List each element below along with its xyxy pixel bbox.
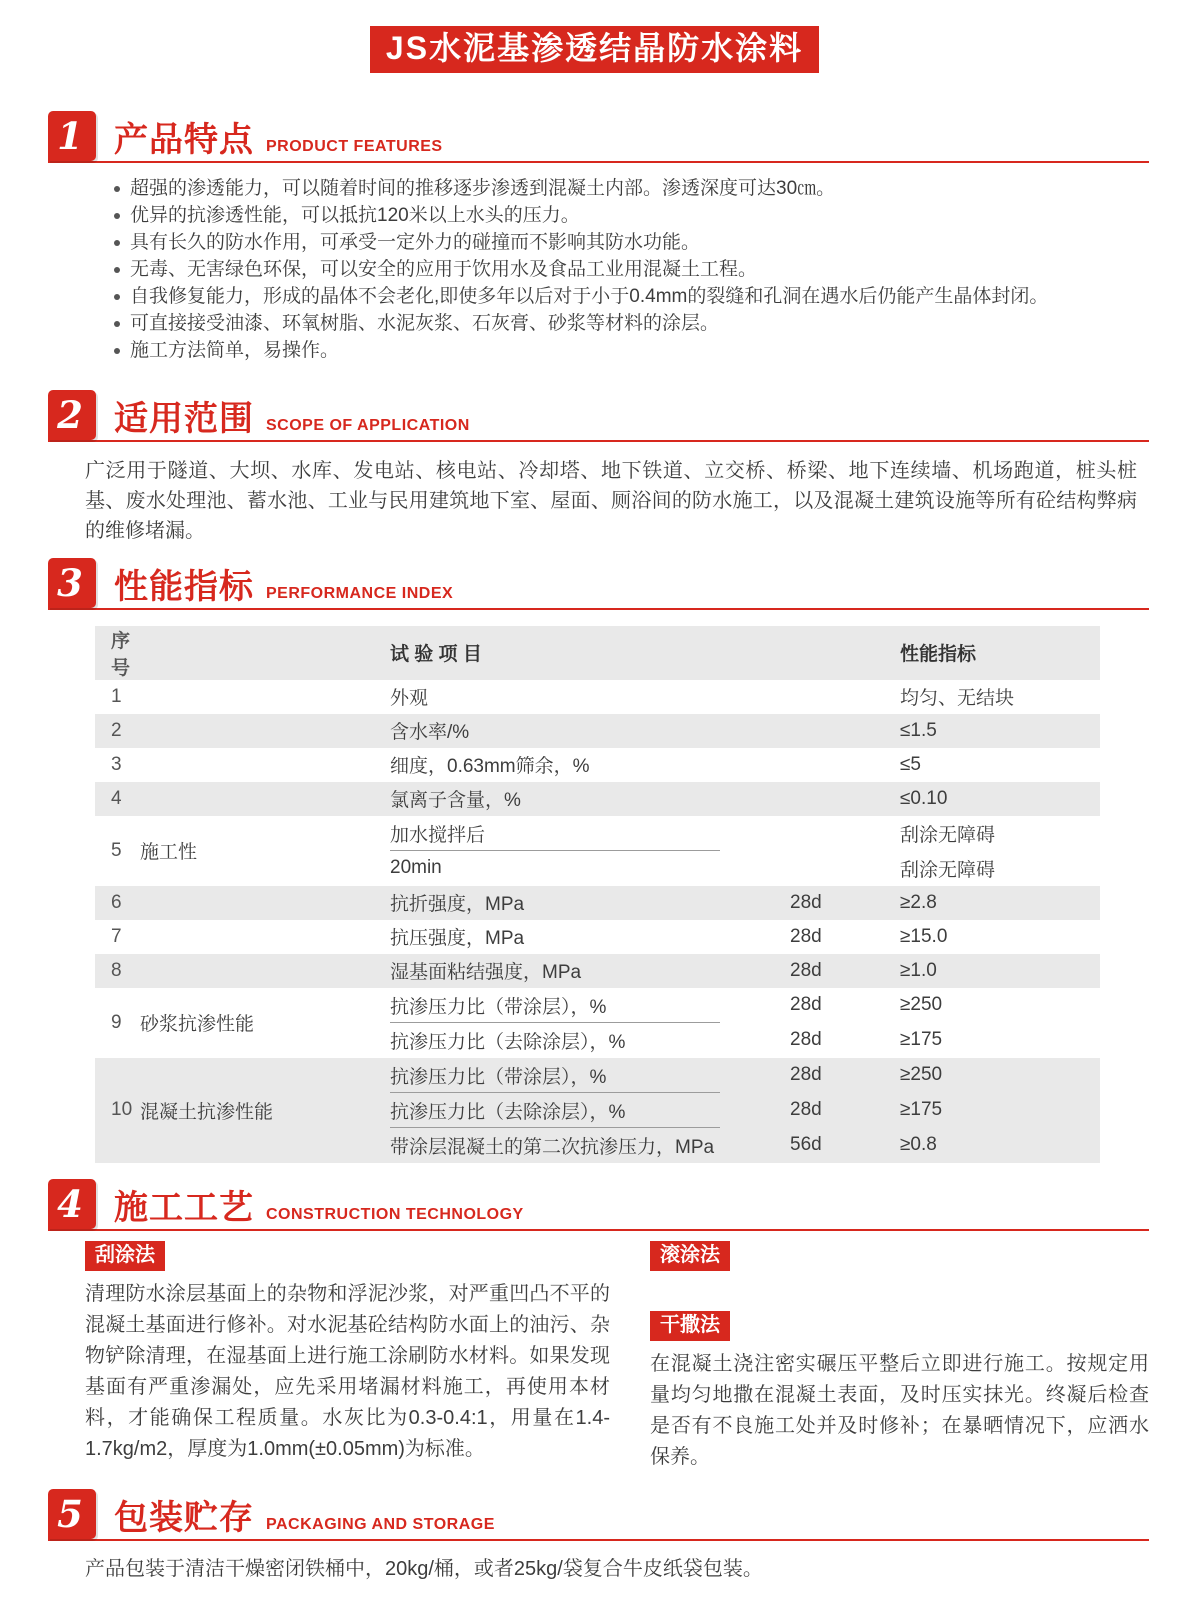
packaging-paragraph: 产品包装于清洁干燥密闭铁桶中，20kg/桶，或者25kg/袋复合牛皮纸袋包装。 [85,1557,763,1580]
section-3-subtitle: PERFORMANCE INDEX [266,584,454,602]
section-4-subtitle: CONSTRUCTION TECHNOLOGY [266,1205,524,1223]
method-scrape-column [85,1241,610,1473]
feature-bullet: 可直接接受油漆、环氧树脂、水泥灰浆、石灰膏、砂浆等材料的涂层。 [112,310,1129,337]
section-2-number-badge: 2 [48,390,96,440]
method-dry-text: 在混凝土浇注密实碾压平整后立即进行施工。按规定用量均匀地撒在混凝土表面，及时压实抹光。终凝后检查是否有不良施工处并及时修补；在暴晒情况下，应洒水保养。 [650,1352,1149,1468]
table-row-8: 8 湿基面粘结强度，MPa 28d ≥1.0 [95,954,1100,988]
section-5-number-badge: 5 [48,1489,96,1539]
table-row-4: 4 氯离子含量，% ≤0.10 [95,782,1100,816]
section-1-title: 产品特点 [114,120,254,159]
method-dry-badge: 干撒法 [650,1311,730,1341]
section-2-subtitle: SCOPE OF APPLICATION [266,416,470,434]
performance-table [95,626,1100,1163]
page-title: JS水泥基渗透结晶防水涂料 [370,26,819,73]
table-row-9: 9 砂浆抗渗性能 抗渗压力比（带涂层），% 28d ≥250 抗渗压力比（去除涂层），% 28d ≥175 [95,988,1100,1058]
title-banner-row [0,0,1189,73]
section-1-subtitle: PRODUCT FEATURES [266,137,443,155]
feature-bullet: 具有长久的防水作用，可承受一定外力的碰撞而不影响其防水功能。 [112,229,1129,256]
table-row-2: 2 含水率/% ≤1.5 [95,714,1100,748]
table-row-3: 3 细度，0.63mm筛余，% ≤5 [111,753,921,778]
col-header-item: 试 验 项 目 [390,644,482,666]
feature-bullet: 超强的渗透能力，可以随着时间的推移逐步渗透到混凝土内部。渗透深度可达30㎝。 [112,175,1129,202]
table-row-7: 7 抗压强度，MPa 28d ≥15.0 [111,925,948,950]
section-4-title: 施工工艺 [114,1188,254,1227]
section-1-number-badge: 1 [48,111,96,161]
table-row-5: 5 施工性 加水搅拌后 刮涂无障碍 20min 刮涂无障碍 [95,816,1100,886]
construction-methods [85,1241,1149,1473]
section-4-header [48,1179,1149,1231]
section-3-title: 性能指标 [114,567,254,606]
col-header-no: 序号 [111,630,131,679]
feature-bullet: 自我修复能力，形成的晶体不会老化,即使多年以后对于小于0.4mm的裂缝和孔洞在遇水后仍能产生晶体封闭。 [112,283,1129,310]
method-roll-badge: 滚涂法 [650,1241,730,1271]
section-5-subtitle: PACKAGING AND STORAGE [266,1515,495,1533]
feature-bullet-list [112,175,1129,364]
feature-bullet: 优异的抗渗透性能，可以抵抗120米以上水头的压力。 [112,202,1129,229]
table-row-1: 1 外观 均匀、无结块 [111,685,1015,710]
section-2-header [48,390,1149,442]
section-1-header [48,111,1149,163]
section-3-header [48,558,1149,610]
method-scrape-text: 清理防水涂层基面上的杂物和浮泥沙浆，对严重凹凸不平的混凝土基面进行修补。对水泥基砼结构防水面上的油污、杂物铲除清理，在湿基面上进行施工涂刷防水材料。如果发现基面有严重渗漏处，应先采用堵漏材料施工，再使用本材料，才能确保工程质量。水灰比为0.3-0.4:1，用量在1.4-1.7kg/m2，厚度为1.0mm(±0.05mm)为标准。 [85,1282,610,1460]
scope-paragraph: 广泛用于隧道、大坝、水库、发电站、核电站、冷却塔、地下铁道、立交桥、桥梁、地下连续墙、机场跑道，桩头桩基、废水处理池、蓄水池、工业与民用建筑地下室、屋面、厕浴间的防水施工，以及混凝土建筑设施等所有砼结构弊病的维修堵漏。 [85,459,1137,542]
table-header-row [95,626,1100,680]
col-header-index: 性能指标 [900,644,977,666]
section-2-title: 适用范围 [114,399,254,438]
table-row-10: 10 混凝土抗渗性能 抗渗压力比（带涂层），% 28d ≥250 抗渗压力比（去除涂层），% 28d ≥175 带涂层混凝土的第二次抗渗压力，MPa 56d ≥0.8 [95,1058,1100,1163]
section-5-title: 包装贮存 [114,1498,254,1537]
method-scrape-badge: 刮涂法 [85,1241,165,1271]
feature-bullet: 施工方法简单，易操作。 [112,337,1129,364]
section-5-header [48,1489,1149,1541]
section-4-number-badge: 4 [48,1179,96,1229]
method-right-column [650,1241,1149,1473]
section-3-number-badge: 3 [48,558,96,608]
feature-bullet: 无毒、无害绿色环保，可以安全的应用于饮用水及食品工业用混凝土工程。 [112,256,1129,283]
table-row-6: 6 抗折强度，MPa 28d ≥2.8 [95,886,1100,920]
